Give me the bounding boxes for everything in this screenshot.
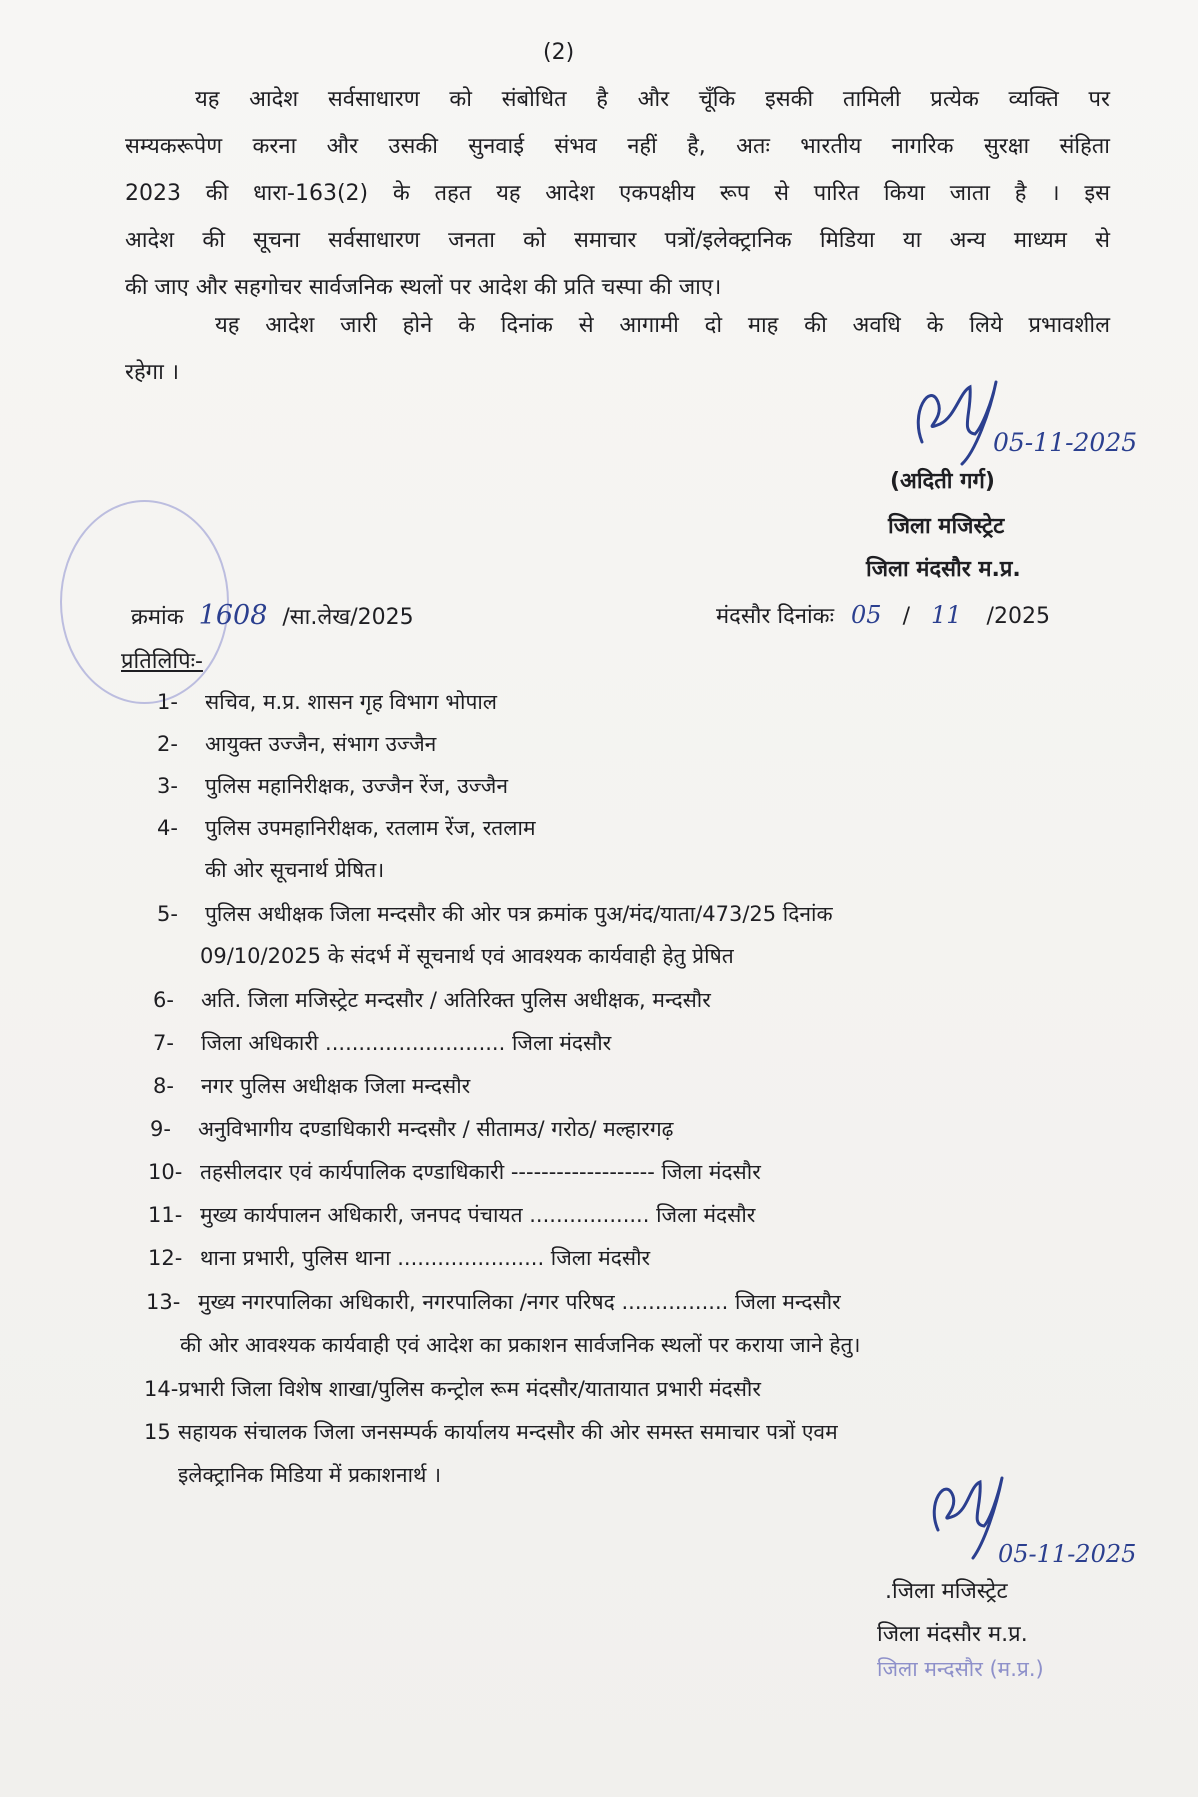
officer-designation: .जिला मजिस्ट्रेट: [885, 1579, 1008, 1604]
paragraph-line: 2023 की धारा-163(2) के तहत यह आदेश एकपक्षीय रूप से पारित किया जाता है । इस: [125, 181, 1110, 206]
paragraph-line: यह आदेश जारी होने के दिनांक से आगामी दो माह की अवधि के लिये प्रभावशील: [215, 313, 1110, 338]
date-month: 11: [931, 601, 962, 629]
officer-place: जिला मंदसौर म.प्र.: [877, 1622, 1028, 1647]
list-item: 9- अनुविभागीय दण्डाधिकारी मन्दसौर / सीतामउ/ गरोठ/ मल्हारगढ़: [150, 1117, 674, 1141]
list-item: 2- आयुक्त उज्जैन, संभाग उज्जैन: [157, 732, 437, 756]
list-item: 15 सहायक संचालक जिला जनसम्पर्क कार्यालय मन्दसौर की ओर समस्त समाचार पत्रों एवम: [144, 1420, 838, 1444]
list-item: 8- नगर पुलिस अधीक्षक जिला मन्दसौर: [153, 1074, 471, 1098]
list-item: 6- अति. जिला मजिस्ट्रेट मन्दसौर / अतिरिक्त पुलिस अधीक्षक, मन्दसौर: [153, 988, 711, 1012]
reference-prefix: क्रमांक: [131, 605, 184, 630]
reference-handwritten-number: 1608: [198, 600, 268, 631]
list-item-continuation: 09/10/2025 के संदर्भ में सूचनार्थ एवं आवश्यक कार्यवाही हेतु प्रेषित: [200, 944, 734, 968]
list-item: 3- पुलिस महानिरीक्षक, उज्जैन रेंज, उज्जैन: [157, 774, 508, 798]
officer-designation: जिला मजिस्ट्रेट: [888, 514, 1005, 539]
list-item: 10- तहसीलदार एवं कार्यपालिक दण्डाधिकारी ------------------- जिला मंदसौर: [148, 1160, 761, 1184]
order-paragraph-1: [125, 76, 1110, 311]
list-item: 12- थाना प्रभारी, पुलिस थाना ...................... जिला मंदसौर: [148, 1246, 651, 1270]
signature-date: 05-11-2025: [998, 1540, 1137, 1568]
list-item: 11- मुख्य कार्यपालन अधिकारी, जनपद पंचायत .................. जिला मंदसौर: [148, 1203, 756, 1227]
paragraph-line: सम्यकरूपेण करना और उसकी सुनवाई संभव नहीं है, अतः भारतीय नागरिक सुरक्षा संहिता: [125, 134, 1110, 159]
paragraph-line: की जाए और सहगोचर सार्वजनिक स्थलों पर आदेश की प्रति चस्पा की जाए।: [125, 275, 722, 300]
list-item: 5- पुलिस अधीक्षक जिला मन्दसौर की ओर पत्र क्रमांक पुअ/मंद/याता/473/25 दिनांक: [157, 902, 833, 926]
reference-suffix: /सा.लेख/2025: [282, 605, 414, 630]
list-item: 4- पुलिस उपमहानिरीक्षक, रतलाम रेंज, रतलाम: [157, 816, 536, 840]
page-number: (2): [543, 40, 575, 65]
list-item-continuation: की ओर आवश्यक कार्यवाही एवं आदेश का प्रकाशन सार्वजनिक स्थलों पर कराया जाने हेतु।: [180, 1333, 861, 1357]
date-separator: /: [902, 604, 910, 629]
date-year: /2025: [986, 604, 1050, 629]
paragraph-line: रहेगा ।: [125, 360, 180, 385]
reference-number: [131, 600, 414, 631]
list-item: 1- सचिव, म.प्र. शासन गृह विभाग भोपाल: [157, 690, 498, 714]
place-date-label: मंदसौर दिनांकः: [716, 604, 835, 629]
list-item-continuation: इलेक्ट्रानिक मिडिया में प्रकाशनार्थ ।: [178, 1463, 442, 1487]
list-item: 13- मुख्य नगरपालिका अधिकारी, नगरपालिका /नगर परिषद ................ जिला मन्दसौर: [146, 1290, 841, 1314]
list-item-continuation: की ओर सूचनार्थ प्रेषित।: [205, 858, 385, 882]
signature-date: 05-11-2025: [993, 428, 1138, 457]
office-seal-text: जिला मन्दसौर (म.प्र.): [877, 1657, 1044, 1681]
date-day: 05: [851, 601, 882, 629]
paragraph-line: यह आदेश सर्वसाधारण को संबोधित है और चूँकि इसकी तामिली प्रत्येक व्यक्ति पर: [195, 87, 1110, 112]
paragraph-line: आदेश की सूचना सर्वसाधारण जनता को समाचार पत्रों/इलेक्ट्रानिक मिडिया या अन्य माध्यम से: [125, 228, 1110, 253]
list-item: 7- जिला अधिकारी ........................... जिला मंदसौर: [153, 1031, 612, 1055]
place-date: [716, 600, 1050, 630]
copy-heading: प्रतिलिपिः-: [121, 649, 203, 674]
officer-place: जिला मंदसौर म.प्र.: [866, 557, 1021, 582]
officer-name: (अदिती गर्ग): [890, 469, 995, 494]
list-item: 14-प्रभारी जिला विशेष शाखा/पुलिस कन्ट्रोल रूम मंदसौर/यातायात प्रभारी मंदसौर: [144, 1377, 761, 1401]
